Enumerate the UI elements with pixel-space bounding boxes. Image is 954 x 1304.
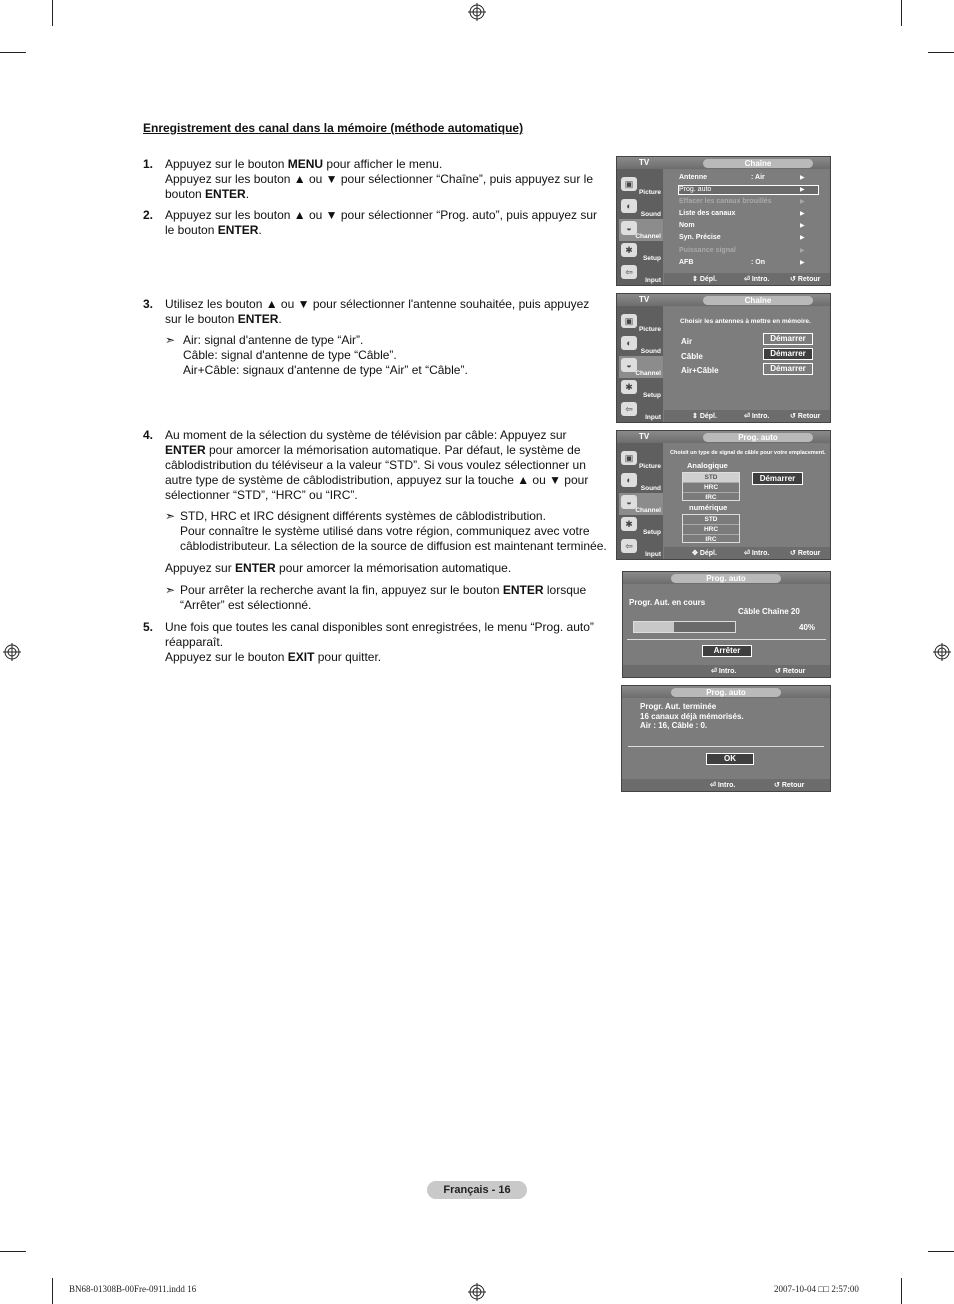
osd-tv-label: TV [639, 432, 650, 441]
menu-item-liste[interactable]: Liste des canaux [679, 210, 736, 217]
input-icon: ⇦ [621, 265, 637, 279]
text: Retour [782, 668, 806, 675]
arrow-right-icon: ▶ [800, 175, 805, 181]
option-std[interactable]: STD [683, 515, 739, 525]
step-text [165, 620, 605, 665]
text: pour amorcer la mémorisation automatique. [275, 561, 512, 575]
progress-status: Progr. Aut. en cours [629, 598, 706, 607]
arrow-right-icon: ▶ [800, 248, 805, 254]
osd-footer [664, 273, 830, 285]
enter-hint: ⏎ Intro. [744, 413, 770, 420]
divider [628, 746, 824, 747]
key-name: ENTER [205, 187, 246, 201]
osd-footer [664, 410, 830, 422]
text: pour afficher le menu. [323, 157, 443, 171]
note-cable-systems [165, 509, 607, 554]
sound-icon: ◐ [621, 473, 637, 487]
note-line: Pour connaître le système utilisé dans votre région, communiquez avec votre câblodistributeur. La sélection de la source de diffusion est maintenant terminée. [180, 524, 607, 553]
crop-mark [901, 1278, 902, 1304]
key-name: ENTER [235, 561, 276, 575]
option-irc[interactable]: IRC [705, 494, 717, 501]
menu-item-antenne[interactable]: Antenne [679, 174, 707, 181]
gear-icon: ✱ [621, 517, 637, 531]
key-name: MENU [287, 157, 324, 171]
file-slug: BN68-01308B-00Fre-0911.indd 16 [69, 1284, 197, 1294]
enter-hint: ⏎ Intro. [711, 668, 737, 675]
crop-mark [0, 1251, 26, 1252]
start-button-cable[interactable]: Démarrer [763, 348, 813, 360]
sidebar-item-setup[interactable] [619, 515, 663, 537]
registration-mark-icon [468, 1283, 486, 1301]
sidebar-label: Picture [638, 326, 661, 333]
gear-icon: ✱ [621, 380, 637, 394]
menu-item-syn[interactable]: Syn. Précise [679, 234, 721, 241]
menu-item-prog-auto[interactable]: Prog. auto [679, 186, 712, 193]
note-line: Câble: signal d'antenne de type “Câble”. [183, 348, 397, 362]
osd-prompt: Choisir les antennes à mettre en mémoire. [680, 318, 811, 325]
crop-mark [0, 52, 26, 53]
text: Utilisez les bouton ▲ ou ▼ pour sélectionner l'antenne souhaitée, puis appuyez sur le bouton [165, 297, 590, 326]
arrow-right-icon: ▶ [800, 235, 805, 241]
sidebar-item-channel[interactable] [619, 356, 663, 378]
move-hint: ⇕ Dépl. [692, 276, 717, 283]
text: Appuyez sur les bouton ▲ ou ▼ pour sélectionner “Prog. auto”, puis appuyez sur le bouton [165, 208, 597, 237]
text: Appuyez sur le bouton [165, 157, 288, 171]
osd-footer [622, 779, 830, 791]
step-text [165, 428, 601, 503]
sidebar-label: Setup [642, 529, 661, 536]
channel-icon: ◒ [621, 495, 637, 509]
return-hint: ↺ Retour [774, 782, 805, 789]
text: Intro. [718, 668, 737, 675]
return-hint: ↺ Retour [790, 550, 821, 557]
osd-sidebar-items [617, 308, 663, 422]
text: lorsque “Arrêter” est sélectionné. [180, 583, 587, 612]
sidebar-item-picture[interactable] [619, 449, 663, 471]
enter-hint: ⏎ Intro. [710, 782, 736, 789]
sidebar-item-setup[interactable] [619, 241, 663, 263]
text: Pour arrêter la recherche avant la fin, appuyez sur le bouton [180, 583, 503, 597]
text: Retour [797, 413, 821, 420]
picture-icon: ▣ [621, 314, 637, 328]
sidebar-label: Setup [642, 392, 661, 399]
progress-fill [634, 622, 674, 632]
option-std[interactable]: STD [683, 473, 739, 483]
enter-hint: ⏎ Intro. [744, 550, 770, 557]
sound-icon: ◐ [621, 199, 637, 213]
sidebar-label: Picture [638, 463, 661, 470]
step-number: 2. [143, 208, 154, 222]
text: pour quitter. [314, 650, 382, 664]
analog-options [682, 472, 740, 501]
step-5 [143, 620, 605, 665]
input-icon: ⇦ [621, 402, 637, 416]
move-hint: ⇕ Dépl. [692, 413, 717, 420]
text: . [245, 187, 250, 201]
option-hrc[interactable]: HRC [683, 483, 739, 493]
osd-screen-complete [621, 685, 831, 792]
option-hrc[interactable]: HRC [683, 525, 739, 535]
note-antenna-types [165, 333, 605, 378]
text: Retour [797, 550, 821, 557]
enter-instruction [165, 561, 605, 576]
menu-item-puissance[interactable]: Puissance signal [679, 247, 736, 254]
step-1 [143, 157, 605, 202]
step-2 [143, 208, 605, 238]
osd-tv-label: TV [639, 158, 650, 167]
sidebar-label: Input [645, 551, 661, 558]
key-name: ENTER [165, 443, 206, 457]
sidebar-item-sound[interactable] [619, 334, 663, 356]
note-arrow-icon: ➣ [165, 509, 176, 523]
arrow-right-icon: ▶ [800, 211, 805, 217]
note-stop-search [165, 583, 605, 613]
text: Au moment de la sélection du système de télévision par câble: Appuyez sur [165, 428, 567, 442]
page-number: Français - 16 [427, 1181, 527, 1199]
step-text [165, 208, 605, 238]
input-icon: ⇦ [621, 539, 637, 553]
crop-mark [52, 1278, 53, 1304]
channel-counts: Air : 16, Câble : 0. [640, 721, 708, 730]
sidebar-label: Sound [640, 485, 661, 492]
text: Retour [797, 276, 821, 283]
osd-screen-antenna-select [616, 293, 831, 423]
move-hint: ✥ Dépl. [692, 550, 717, 557]
sidebar-item-sound[interactable] [619, 471, 663, 493]
osd-footer [623, 665, 830, 677]
osd-title: Prog. auto [671, 574, 781, 583]
sidebar-item-picture[interactable] [619, 175, 663, 197]
start-button-air-cable[interactable]: Démarrer [763, 363, 813, 375]
step-number: 3. [143, 297, 154, 311]
osd-tv-label: TV [639, 295, 650, 304]
menu-item-effacer[interactable]: Effacer les canaux brouillés [679, 198, 772, 205]
osd-screen-cable-type [616, 430, 831, 560]
text: Une fois que toutes les canal disponibles sont enregistrées, le menu “Prog. auto” réapparaît. [165, 620, 594, 649]
progress-percent: 40% [799, 623, 816, 632]
sidebar-label: Picture [638, 189, 661, 196]
text: Retour [781, 782, 805, 789]
menu-item-value: : Air [751, 174, 765, 181]
text: Appuyez sur [165, 561, 236, 575]
sidebar-label: Channel [635, 507, 661, 514]
registration-mark-icon [933, 643, 951, 661]
sidebar-label: Channel [635, 370, 661, 377]
note-line: Air: signal d'antenne de type “Air”. [183, 333, 364, 347]
arrow-right-icon: ▶ [800, 199, 805, 205]
menu-item-value: : On [751, 259, 765, 266]
key-name: ENTER [502, 583, 544, 597]
enter-hint: ⏎ Intro. [744, 276, 770, 283]
sidebar-label: Setup [642, 255, 661, 262]
option-irc[interactable]: IRC [705, 536, 717, 543]
return-hint: ↺ Retour [775, 668, 806, 675]
osd-sidebar-items [617, 171, 663, 285]
text: Dépl. [699, 413, 717, 420]
menu-item-afb[interactable]: AFB [679, 259, 694, 266]
sidebar-label: Sound [640, 348, 661, 355]
sidebar-label: Channel [635, 233, 661, 240]
gear-icon: ✱ [621, 243, 637, 257]
text: Dépl. [699, 276, 717, 283]
note-arrow-icon: ➣ [165, 583, 176, 597]
osd-footer [664, 547, 830, 559]
divider [627, 639, 826, 640]
date-slug: 2007-10-04 □□ 2:57:00 [774, 1284, 859, 1294]
start-button[interactable]: Démarrer [752, 472, 803, 485]
note-arrow-icon: ➣ [165, 333, 176, 347]
key-name: ENTER [217, 223, 259, 237]
registration-mark-icon [3, 643, 21, 661]
step-3 [143, 297, 605, 327]
sidebar-item-sound[interactable] [619, 197, 663, 219]
arrow-right-icon: ▶ [800, 223, 805, 229]
stop-button[interactable]: Arrêter [702, 645, 752, 657]
channel-icon: ◒ [621, 221, 637, 235]
text: Intro. [751, 550, 770, 557]
sidebar-item-channel[interactable] [619, 493, 663, 515]
key-name: ENTER [237, 312, 279, 326]
return-hint: ↺ Retour [790, 276, 821, 283]
key-name: EXIT [287, 650, 315, 664]
osd-screen-progress [622, 571, 831, 678]
ok-button[interactable]: OK [706, 753, 754, 765]
channels-saved: 16 canaux déjà mémorisés. [640, 712, 744, 721]
antenna-option-air-cable: Air+Câble [681, 366, 719, 375]
sidebar-item-setup[interactable] [619, 378, 663, 400]
complete-message: Progr. Aut. terminée [640, 702, 717, 711]
step-number: 5. [143, 620, 154, 634]
sidebar-item-channel[interactable] [619, 219, 663, 241]
text: Intro. [751, 413, 770, 420]
step-text [165, 297, 605, 327]
sound-icon: ◐ [621, 336, 637, 350]
text: . [278, 312, 282, 326]
return-hint: ↺ Retour [790, 413, 821, 420]
osd-title: Chaîne [703, 159, 813, 168]
crop-mark [928, 1251, 954, 1252]
osd-prompt: Choisit un type de signal de câble pour votre emplacement. [670, 450, 826, 456]
sidebar-label: Sound [640, 211, 661, 218]
text: . [258, 223, 262, 237]
step-number: 1. [143, 157, 154, 171]
current-channel: Câble Chaîne 20 [738, 607, 800, 616]
analog-label: Analogique [687, 461, 728, 470]
start-button-air[interactable]: Démarrer [763, 333, 813, 345]
picture-icon: ▣ [621, 451, 637, 465]
sidebar-item-input[interactable] [619, 537, 663, 559]
text: Intro. [751, 276, 770, 283]
text: pour amorcer la mémorisation automatique. Par défaut, le système de câblodistribution du téléviseur a la valeur “STD”. Si vous voulez sélectionner un autre type de système de câblodistribution, appuyez sur la touche ▲ ou ▼ pour sélectionner “STD”, “HRC” ou “IRC”. [165, 443, 589, 502]
antenna-option-cable: Câble [681, 352, 703, 361]
step-number: 4. [143, 428, 154, 442]
sidebar-item-picture[interactable] [619, 312, 663, 334]
channel-icon: ◒ [621, 358, 637, 372]
registration-mark-icon [468, 3, 486, 21]
text: Appuyez sur le bouton [165, 650, 288, 664]
step-4 [143, 428, 605, 503]
sidebar-item-input[interactable] [619, 400, 663, 422]
digital-label: numérique [689, 503, 728, 512]
osd-sidebar-items [617, 445, 663, 559]
arrow-right-icon: ▶ [800, 260, 805, 266]
text: Dépl. [699, 550, 717, 557]
text: Intro. [717, 782, 736, 789]
crop-mark [928, 52, 954, 53]
step-text [165, 157, 605, 202]
progress-bar [633, 621, 736, 633]
osd-screen-channel-menu [616, 156, 831, 286]
menu-item-nom[interactable]: Nom [679, 222, 695, 229]
sidebar-label: Input [645, 277, 661, 284]
crop-mark [52, 0, 53, 26]
antenna-option-air: Air [681, 337, 693, 346]
osd-title: Chaîne [703, 296, 813, 305]
crop-mark [901, 0, 902, 26]
picture-icon: ▣ [621, 177, 637, 191]
osd-title: Prog. auto [703, 433, 813, 442]
page-title: Enregistrement des canal dans la mémoire (méthode automatique) [143, 121, 524, 135]
arrow-right-icon: ▶ [800, 187, 805, 193]
note-line: STD, HRC et IRC désignent différents systèmes de câblodistribution. [180, 509, 546, 523]
sidebar-item-input[interactable] [619, 263, 663, 285]
text: Appuyez sur les bouton ▲ ou ▼ pour sélectionner “Chaîne”, puis appuyez sur le bouton [165, 172, 593, 201]
note-line: Air+Câble: signaux d'antenne de type “Air” et “Câble”. [183, 363, 468, 377]
osd-title: Prog. auto [671, 688, 781, 697]
sidebar-label: Input [645, 414, 661, 421]
digital-options [682, 514, 740, 543]
